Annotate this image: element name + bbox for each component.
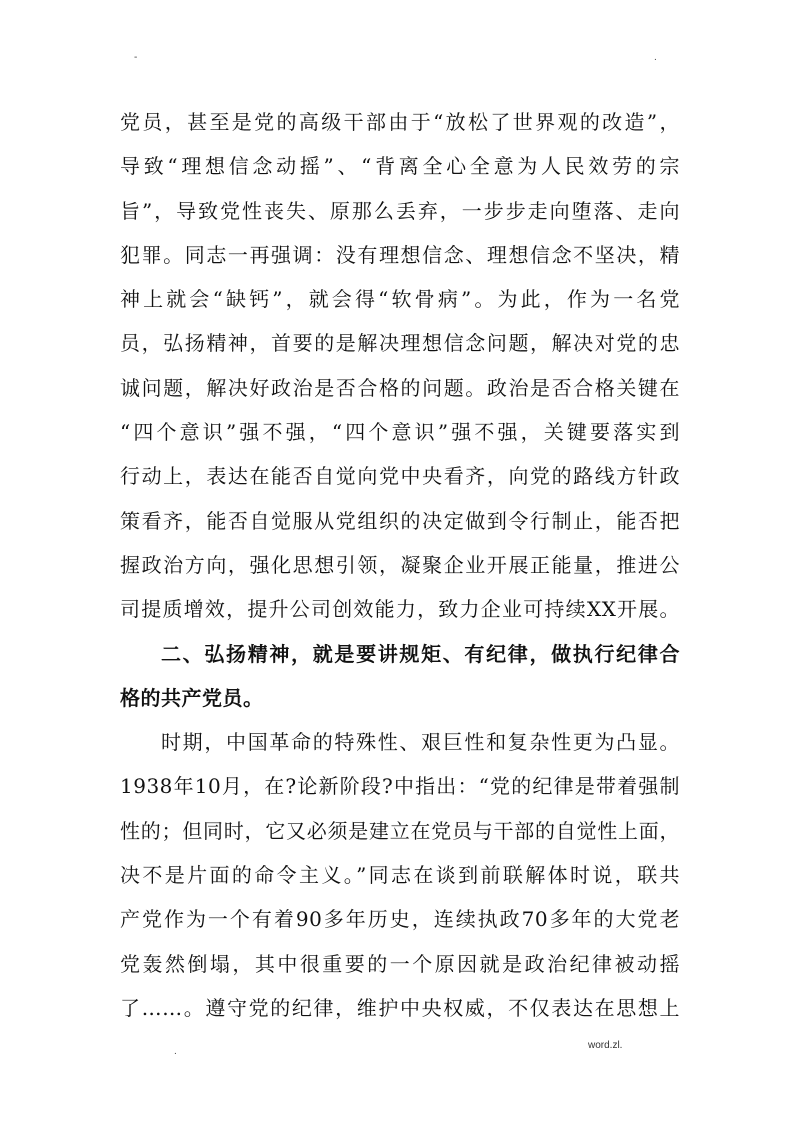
- header-right-mark: .: [654, 52, 657, 63]
- paragraph-line: 导致“理想信念动摇”、“背离全心全意为人民效劳的宗: [120, 154, 680, 179]
- paragraph-line: 握政治方向，强化思想引领，凝聚企业开展正能量，推进公: [120, 552, 680, 577]
- paragraph-line: 员，弘扬精神，首要的是解决理想信念问题，解决对党的忠: [120, 331, 680, 356]
- paragraph-line: 旨”，导致党性丧失、原那么丢弃，一步步走向堕落、走向: [120, 198, 680, 223]
- heading-line: 二、弘扬精神，就是要讲规矩、有纪律，做执行纪律合: [161, 641, 680, 666]
- paragraph-line: 产党作为一个有着90多年历史，连续执政70多年的大党老: [120, 907, 680, 932]
- paragraph-line: 党轰然倒塌，其中很重要的一个原因就是政治纪律被动摇: [120, 951, 680, 976]
- paragraph-2: [120, 720, 680, 1030]
- paragraph-line: 诚问题，解决好政治是否合格的问题。政治是否合格关键在: [120, 375, 680, 400]
- paragraph-line: 犯罪。同志一再强调：没有理想信念、理想信念不坚决，精: [120, 242, 680, 267]
- paragraph-line: 党员，甚至是党的高级干部由于“放松了世界观的改造”，: [120, 110, 680, 134]
- section-heading: [120, 632, 680, 721]
- paragraph-line: 了……。遵守党的纪律，维护中央权威，不仅表达在思想上: [120, 995, 680, 1020]
- paragraph-line: 性的；但同时，它又必须是建立在党员与干部的自觉性上面，: [120, 818, 680, 843]
- paragraph-line: 神上就会“缺钙”，就会得“软骨病”。为此，作为一名党: [120, 287, 680, 312]
- paragraph-line: 策看齐，能否自觉服从党组织的决定做到令行制止，能否把: [120, 508, 680, 533]
- header-left-mark: -: [134, 52, 138, 63]
- paragraph-line: 决不是片面的命令主义。”同志在谈到前联解体时说，联共: [120, 863, 680, 888]
- paragraph-line: “四个意识”强不强，“四个意识”强不强，关键要落实到: [120, 420, 680, 445]
- paragraph-1: [120, 100, 680, 632]
- heading-line: 格的共产党员。: [120, 685, 264, 710]
- footer-text: word.zl.: [588, 1040, 623, 1051]
- paragraph-line: 1938年10月，在?论新阶段?中指出：“党的纪律是带着强制: [120, 774, 680, 799]
- footer-dot: .: [174, 1046, 177, 1057]
- document-body: [120, 100, 680, 1030]
- paragraph-line: 时期，中国革命的特殊性、艰巨性和复杂性更为凸显。: [161, 730, 680, 755]
- paragraph-line: 司提质增效，提升公司创效能力，致力企业可持续XX开展。: [120, 597, 680, 622]
- paragraph-line: 行动上，表达在能否自觉向党中央看齐，向党的路线方针政: [120, 464, 680, 489]
